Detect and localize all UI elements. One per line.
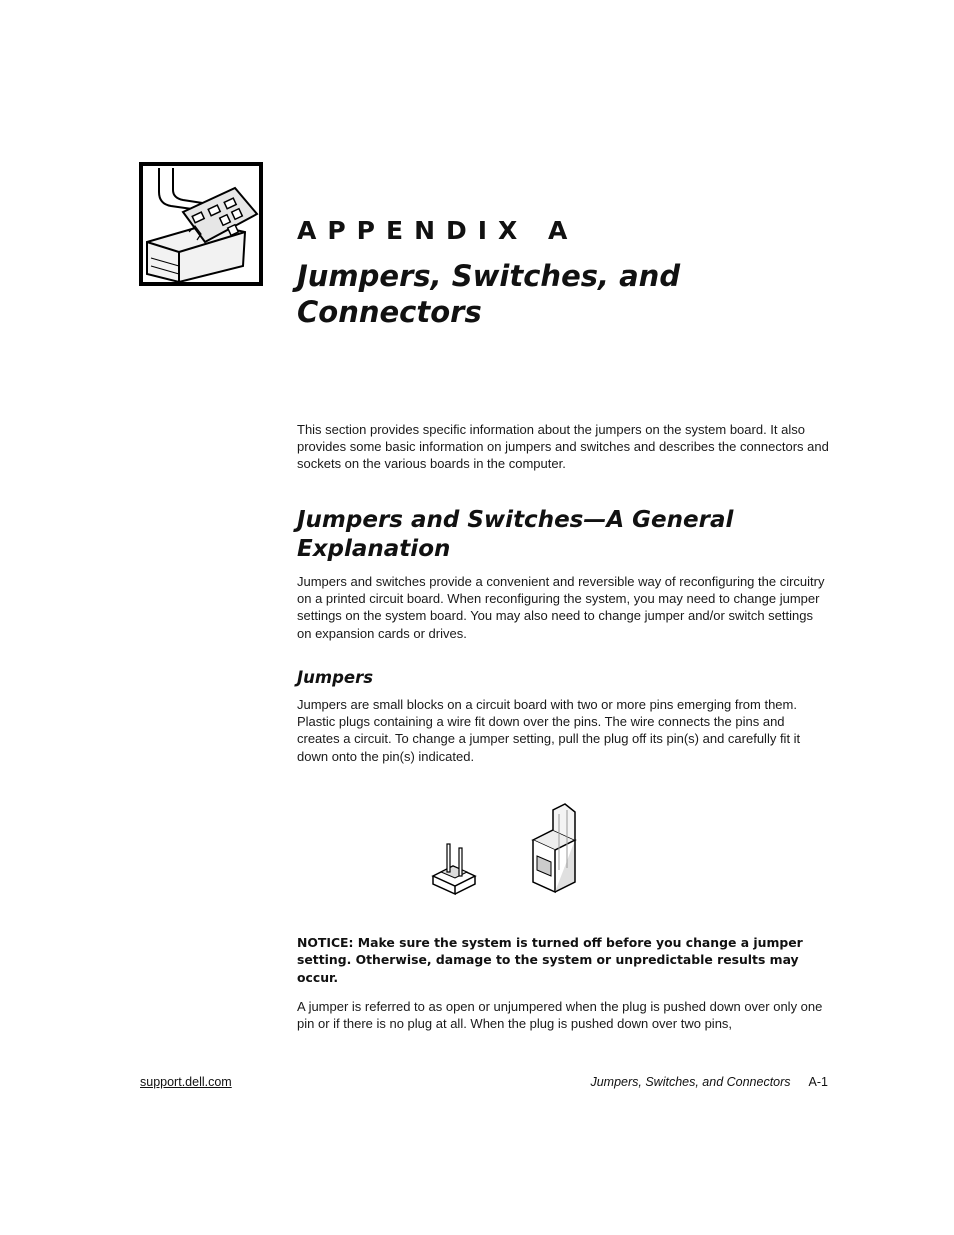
open-jumper-paragraph: A jumper is referred to as open or unjumpered when the plug is pushed down over only one pin or if there is no plug at all. When the plug is pushed down over two pins, bbox=[297, 999, 823, 1032]
page-number: A-1 bbox=[808, 1075, 828, 1089]
jumpers-paragraph: Jumpers are small blocks on a circuit board with two or more pins emerging from them. Plastic plugs containing a wire fit down over the pins. The wire connects the pins and creates a circuit. To change a jumper setting, pull the plug off its pin(s) and carefully fit it down onto the pin(s) indicated. bbox=[297, 697, 801, 764]
section-heading-jumpers: Jumpers bbox=[297, 668, 374, 687]
jumper-plug-icon bbox=[533, 804, 575, 892]
notice: NOTICE: Make sure the system is turned off before you change a jumper setting. Otherwise, damage to the system or unpredictable results may occur. bbox=[297, 935, 803, 985]
jumper-figure bbox=[425, 800, 585, 900]
intro-paragraph: This section provides specific information about the jumpers on the system board. It also provides some basic information on jumpers and switches and describes the connectors and sockets on the various boards in the computer. bbox=[297, 422, 829, 472]
appendix-label: APPENDIX A bbox=[297, 216, 579, 245]
footer-running-title bbox=[590, 1075, 828, 1089]
footer-link[interactable]: support.dell.com bbox=[140, 1075, 232, 1089]
running-title: Jumpers, Switches, and Connectors bbox=[590, 1075, 791, 1089]
general-paragraph: Jumpers and switches provide a convenient and reversible way of reconfiguring the circuitry on a printed circuit board. When reconfiguring the system, you may need to change jumper settings on the system board. You may also need to change jumper and/or switch settings on expansion cards or drives. bbox=[297, 574, 825, 641]
jumper-pins-icon bbox=[433, 844, 475, 894]
chapter-title: Jumpers, Switches, and Connectors bbox=[297, 259, 681, 329]
section-heading-general: Jumpers and Switches—A General Explanation bbox=[297, 507, 734, 562]
book-and-circuit-board-icon bbox=[139, 162, 263, 286]
